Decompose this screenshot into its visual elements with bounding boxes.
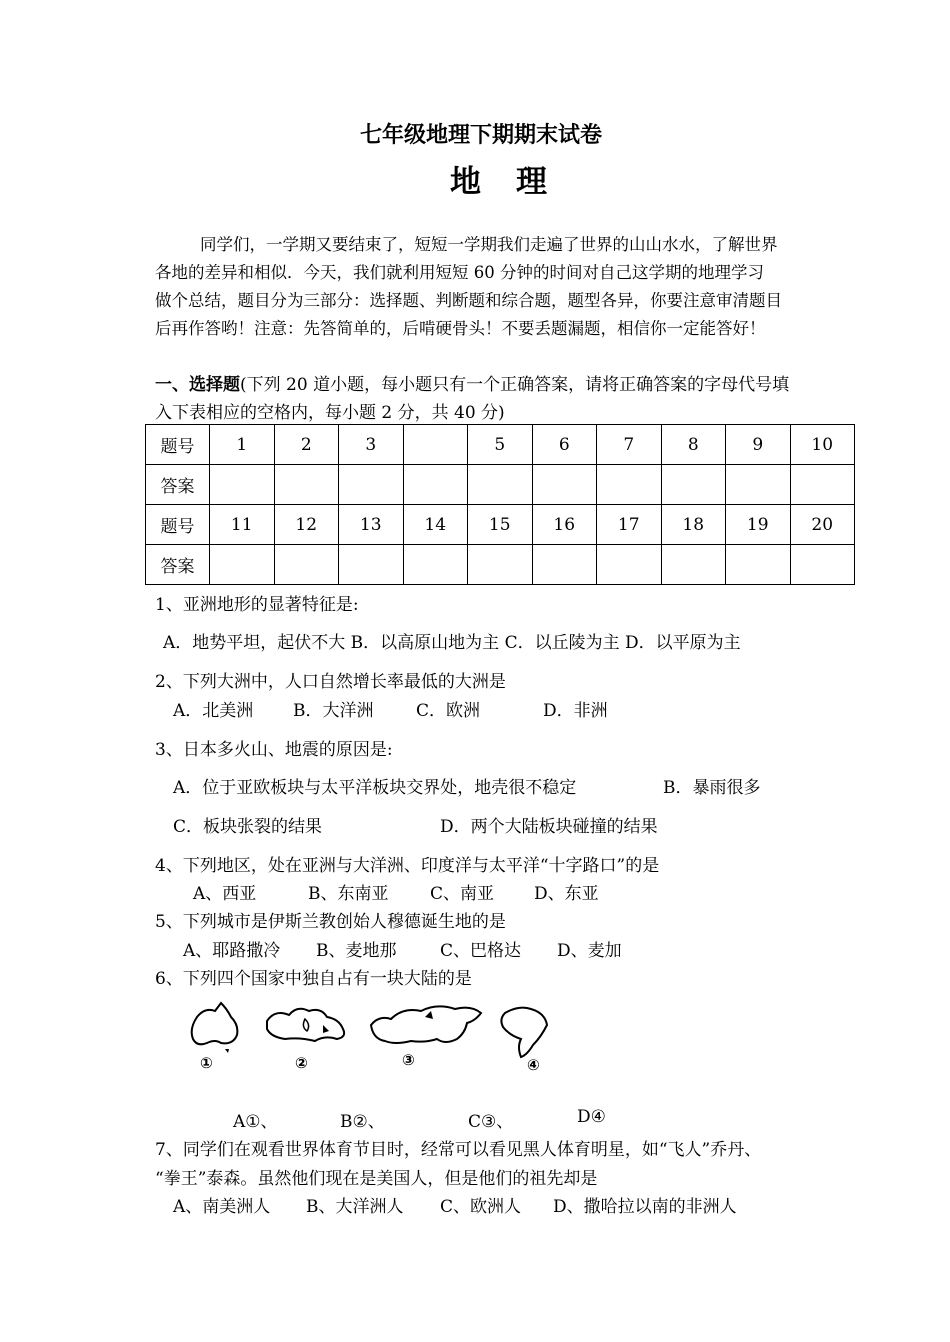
answer-cell[interactable] (274, 545, 339, 585)
option-b: B．暴雨很多 (663, 778, 761, 798)
question-number (403, 425, 468, 465)
answer-cell[interactable] (339, 545, 404, 585)
option-b: B、大洋洲人 (306, 1197, 404, 1217)
option-c: C、南亚 (430, 884, 495, 904)
option-a: A、西亚 (193, 884, 257, 904)
question-number: 1 (210, 425, 275, 465)
country-outline-maps (175, 995, 555, 1085)
question-number: 19 (726, 505, 791, 545)
answer-cell[interactable] (403, 545, 468, 585)
question-number: 13 (339, 505, 404, 545)
section-instructions (155, 370, 789, 395)
answer-cell[interactable] (790, 465, 855, 505)
intro-line: 做个总结，题目分为三部分：选择题、判断题和综合题，题型各异，你要注意审清题目 (155, 291, 782, 310)
subject-title: 地 理 (450, 164, 549, 200)
intro-line: 后再作答哟！注意：先答简单的，后啃硬骨头！不要丢题漏题，相信你一定能答好！ (155, 319, 766, 338)
section-heading: 一、选择题 (155, 375, 240, 395)
option-b: B②、 (340, 1112, 385, 1132)
row-label: 答案 (146, 545, 210, 585)
section-note-line2: 入下表相应的空格内，每小题 2 分，共 40 分) (155, 403, 505, 423)
table-row (146, 545, 855, 585)
question-3-stem: 3、日本多火山、地震的原因是: (155, 740, 393, 760)
intro-line: 同学们，一学期又要结束了，短短一学期我们走遍了世界的山山水水，了解世界 (200, 235, 778, 254)
answer-cell[interactable] (468, 545, 533, 585)
answer-table (145, 424, 855, 585)
row-label: 题号 (146, 505, 210, 545)
answer-cell[interactable] (532, 545, 597, 585)
option-a: A．位于亚欧板块与太平洋板块交界处，地壳很不稳定 (173, 778, 577, 798)
option-d: D．两个大陆板块碰撞的结果 (440, 817, 658, 837)
answer-cell[interactable] (726, 545, 791, 585)
option-d: D、麦加 (557, 941, 622, 961)
option-c: C．板块张裂的结果 (173, 817, 323, 837)
question-number: 12 (274, 505, 339, 545)
question-number: 20 (790, 505, 855, 545)
row-label: 题号 (146, 425, 210, 465)
option-a: A、耶路撒冷 (183, 941, 281, 961)
answer-cell[interactable] (661, 465, 726, 505)
row-label: 答案 (146, 465, 210, 505)
table-row (146, 425, 855, 465)
canada-map (267, 1009, 344, 1041)
table-row (146, 505, 855, 545)
answer-cell[interactable] (210, 465, 275, 505)
answer-cell[interactable] (274, 465, 339, 505)
option-a: A、南美洲人 (173, 1197, 271, 1217)
question-4-stem: 4、下列地区，处在亚洲与大洋洲、印度洋与太平洋“十字路口”的是 (155, 856, 660, 876)
question-number: 14 (403, 505, 468, 545)
question-1-stem: 1、亚洲地形的显著特征是: (155, 595, 359, 615)
option-d: D、撒哈拉以南的非洲人 (553, 1197, 737, 1217)
question-number: 6 (532, 425, 597, 465)
australia-map (192, 1003, 238, 1053)
answer-cell[interactable] (210, 545, 275, 585)
answer-cell[interactable] (532, 465, 597, 505)
russia-map (371, 1006, 481, 1043)
question-5-stem: 5、下列城市是伊斯兰教创始人穆德诞生地的是 (155, 912, 506, 932)
option-b: B、东南亚 (308, 884, 389, 904)
option-a: A．北美洲 (173, 701, 254, 721)
question-number: 3 (339, 425, 404, 465)
question-6-stem: 6、下列四个国家中独自占有一块大陆的是 (155, 969, 472, 989)
option-d: D．非洲 (543, 701, 608, 721)
option-c: C、巴格达 (440, 941, 522, 961)
map-label-4: ④ (527, 1056, 540, 1074)
answer-cell[interactable] (468, 465, 533, 505)
option-a: A①、 (233, 1112, 278, 1132)
brazil-map (501, 1008, 547, 1057)
question-number: 5 (468, 425, 533, 465)
option-b: B、麦地那 (316, 941, 397, 961)
option-d: D、东亚 (534, 884, 599, 904)
question-1-options: A．地势平坦，起伏不大 B．以高原山地为主 C．以丘陵为主 D．以平原为主 (163, 633, 741, 653)
answer-cell[interactable] (339, 465, 404, 505)
option-b: B．大洋洲 (293, 701, 374, 721)
question-number: 17 (597, 505, 662, 545)
option-c: C．欧洲 (416, 701, 481, 721)
question-7-stem-line2: “拳王”泰森。虽然他们现在是美国人，但是他们的祖先却是 (155, 1169, 598, 1189)
page-title: 七年级地理下期期末试卷 (360, 122, 603, 148)
answer-cell[interactable] (726, 465, 791, 505)
section-note: (下列 20 道小题，每小题只有一个正确答案，请将正确答案的字母代号填 (240, 375, 790, 395)
map-label-2: ② (295, 1054, 308, 1072)
question-number: 11 (210, 505, 275, 545)
question-number: 2 (274, 425, 339, 465)
option-d: D④ (577, 1107, 606, 1127)
question-number: 16 (532, 505, 597, 545)
answer-cell[interactable] (661, 545, 726, 585)
question-number: 8 (661, 425, 726, 465)
question-number: 10 (790, 425, 855, 465)
question-number: 15 (468, 505, 533, 545)
table-row (146, 465, 855, 505)
map-label-3: ③ (402, 1051, 415, 1069)
answer-cell[interactable] (403, 465, 468, 505)
question-2-stem: 2、下列大洲中，人口自然增长率最低的大洲是 (155, 672, 506, 692)
intro-line: 各地的差异和相似．今天，我们就利用短短 60 分钟的时间对自己这学期的地理学习 (155, 263, 764, 282)
answer-cell[interactable] (597, 465, 662, 505)
question-number: 7 (597, 425, 662, 465)
question-7-stem: 7、同学们在观看世界体育节目时，经常可以看见黑人体育明星，如“飞人”乔丹、 (155, 1140, 762, 1160)
option-c: C③、 (468, 1112, 514, 1132)
question-number: 18 (661, 505, 726, 545)
answer-cell[interactable] (790, 545, 855, 585)
map-label-1: ① (200, 1054, 213, 1072)
option-c: C、欧洲人 (440, 1197, 522, 1217)
question-number: 9 (726, 425, 791, 465)
answer-cell[interactable] (597, 545, 662, 585)
